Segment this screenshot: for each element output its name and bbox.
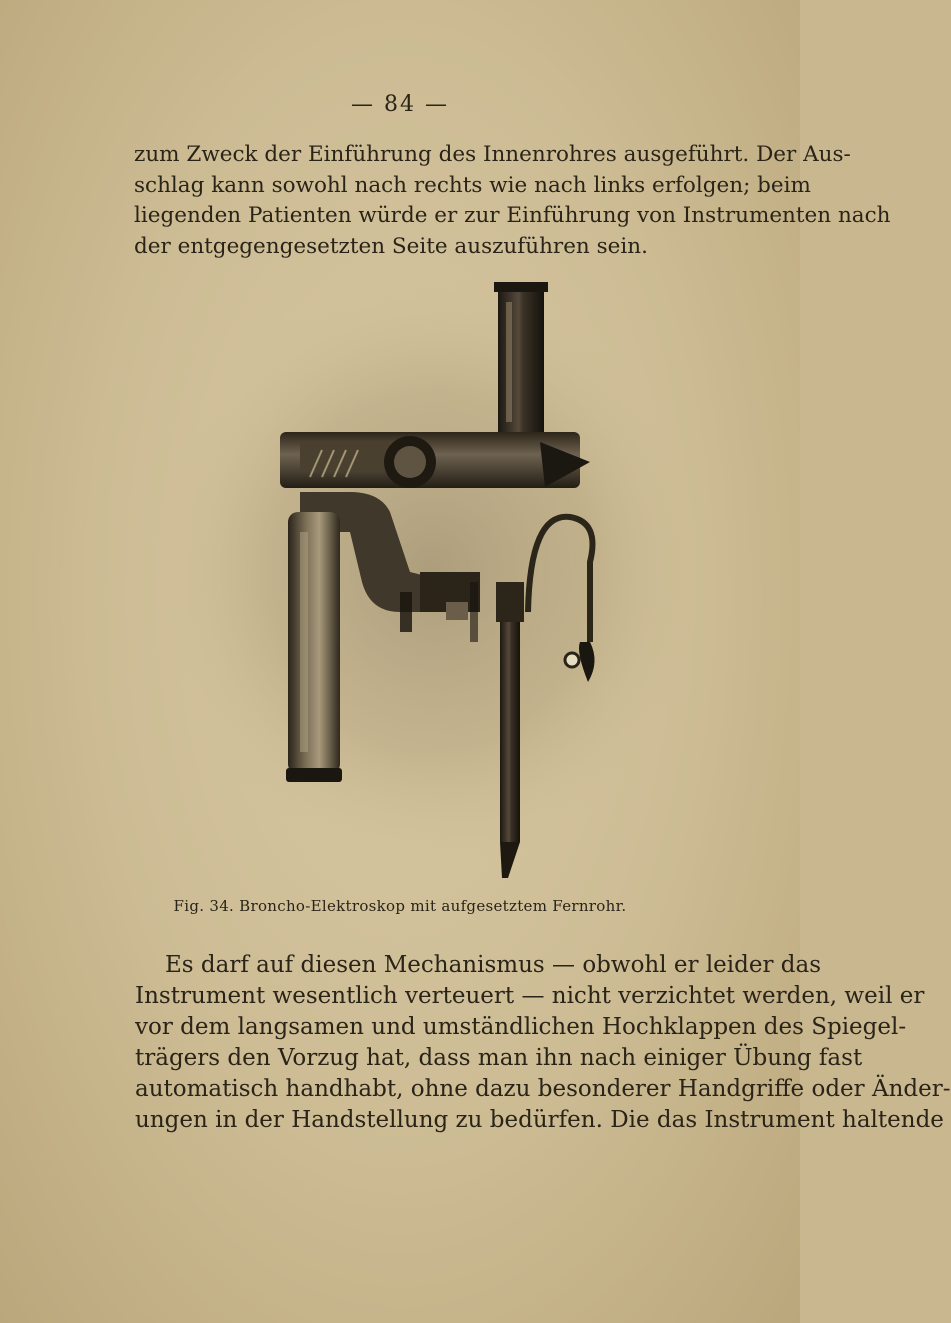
- text-line: Es darf auf diesen Mechanismus — obwohl er leider das: [165, 952, 822, 978]
- paragraph-top: [134, 140, 891, 262]
- text-line: der entgegengesetzten Seite auszuführen sein.: [134, 233, 648, 259]
- text-line: automatisch handhabt, ohne dazu besonderer Handgriffe oder Änder-: [135, 1076, 951, 1102]
- text-line: Instrument wesentlich verteuert — nicht verzichtet werden, weil er: [135, 983, 925, 1009]
- text-line: ungen in der Handstellung zu bedürfen. Die das Instrument haltende: [135, 1107, 944, 1133]
- page-number: — 84 —: [351, 92, 449, 117]
- text-line: schlag kann sowohl nach rechts wie nach links erfolgen; beim: [134, 172, 811, 198]
- paragraph-bottom: [135, 950, 951, 1136]
- figure-caption: Fig. 34. Broncho-Elektroskop mit aufgesetztem Fernrohr.: [173, 897, 627, 915]
- bronchoscope-illustration: [150, 282, 710, 882]
- text-line: vor dem langsamen und umständlichen Hochklappen des Spiegel-: [135, 1014, 907, 1040]
- text-line: trägers den Vorzug hat, dass man ihn nach einiger Übung fast: [135, 1045, 863, 1071]
- text-line: zum Zweck der Einführung des Innenrohres ausgeführt. Der Aus-: [134, 142, 851, 167]
- text-line: liegenden Patienten würde er zur Einführung von Instrumenten nach: [134, 203, 891, 228]
